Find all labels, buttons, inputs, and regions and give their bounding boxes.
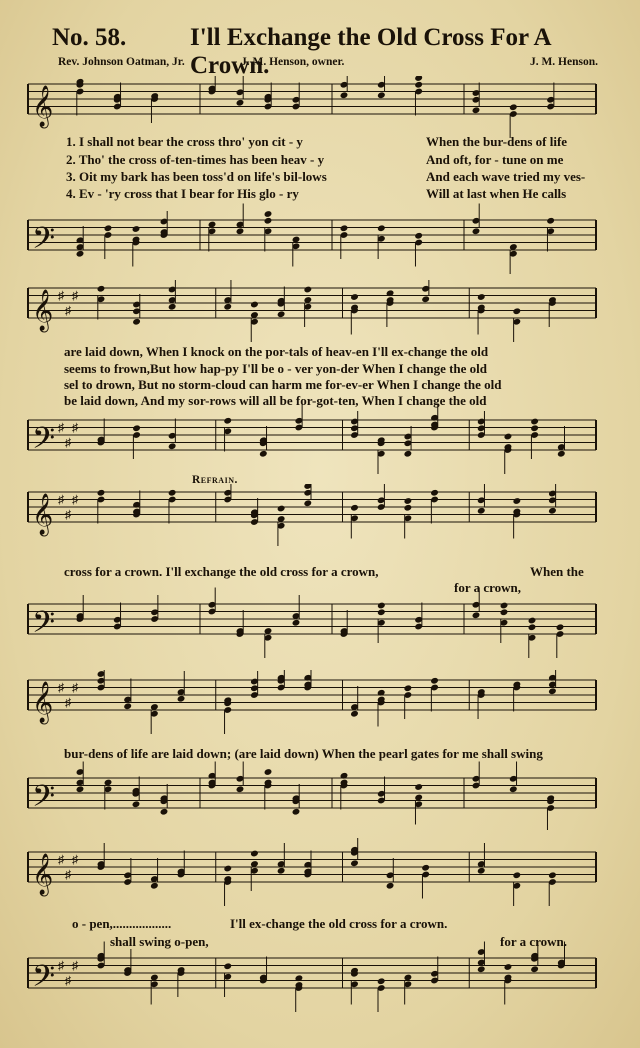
note-head: [259, 450, 268, 458]
note-head: [104, 224, 113, 232]
clef-glyph: 𝄞: [32, 854, 54, 895]
music-system-1: [26, 76, 598, 276]
note-head: [132, 800, 141, 808]
note-head: [264, 768, 273, 776]
note-head: [340, 224, 349, 232]
clef-glyph: 𝄞: [32, 86, 54, 127]
refrain-line-3-start: o - pen,..................: [72, 916, 172, 931]
sharp-sign: ♯: [58, 680, 64, 695]
sharp-sign: ♯: [72, 852, 78, 867]
sharp-sign: ♯: [58, 492, 64, 507]
note-head: [414, 232, 423, 240]
refrain-echo-2: shall swing o-pen,: [110, 934, 209, 949]
refrain-line-3: I'll ex-change the old cross for a crown.: [230, 916, 448, 931]
sharp-sign: ♯: [65, 867, 71, 882]
note-head: [223, 417, 232, 425]
note-head: [377, 608, 386, 616]
verse-2-line-c: seems to frown,But how hap-py I'll be o - ver yon-der When I change the old: [64, 361, 488, 376]
note-head: [477, 965, 486, 973]
sharp-sign: ♯: [58, 852, 64, 867]
clef-glyph: 𝄢: [32, 960, 56, 1001]
note-head: [504, 433, 513, 441]
note-head: [76, 785, 85, 793]
note-head: [76, 250, 85, 258]
music-system-5: [26, 838, 598, 1042]
verse-1-line-c: are laid down, When I knock on the por-tals of heav-en I'll ex-change the old: [64, 344, 489, 359]
note-head: [264, 217, 273, 225]
refrain-echo-3: for a crown.: [500, 934, 568, 949]
credits-line: [58, 56, 598, 72]
clef-glyph: 𝄞: [32, 290, 54, 331]
note-head: [264, 210, 273, 218]
note-head: [168, 442, 177, 450]
sharp-sign: ♯: [65, 303, 71, 318]
hymn-title: I'll Exchange the Old Cross For A Crown.: [190, 24, 551, 79]
refrain-line-2: bur-dens of life are laid down; (are laid down) When the pearl gates for me shall swing: [64, 746, 543, 761]
note-head: [556, 623, 565, 631]
refrain-label: Refrain.: [192, 474, 238, 486]
note-head: [414, 783, 423, 791]
note-head: [530, 965, 539, 973]
note-head: [404, 450, 413, 458]
verse-4-line-a: 4. Ev - 'ry cross that I bear for His glo - ry: [66, 186, 299, 201]
verse-2-line-b: And oft, for - tune on me: [426, 152, 564, 167]
note-head: [292, 619, 301, 627]
verse-3-line-c: sel to drown, But no storm-cloud can harm me for-ev-er When I change the old: [64, 377, 502, 392]
sharp-sign: ♯: [72, 288, 78, 303]
verse-4-line-b: Will at last when He calls: [426, 186, 567, 201]
note-head: [546, 217, 555, 225]
note-head: [557, 450, 566, 458]
refrain-echo-1: for a crown,: [454, 580, 522, 595]
note-head: [132, 225, 141, 233]
lyricist-credit: Rev. Johnson Oatman, Jr.: [58, 56, 185, 68]
note-head: [500, 608, 509, 616]
note-head: [528, 623, 537, 631]
note-head: [528, 617, 537, 625]
note-head: [504, 963, 513, 971]
note-head: [223, 962, 232, 970]
note-head: [236, 785, 245, 793]
sharp-sign: ♯: [58, 420, 64, 435]
sharp-sign: ♯: [58, 288, 64, 303]
note-head: [292, 808, 301, 816]
clef-glyph: 𝄞: [32, 494, 54, 535]
copyright-owner-credit: J. M. Henson, owner.: [241, 56, 345, 68]
composer-credit: J. M. Henson.: [529, 56, 598, 68]
note-head: [509, 785, 518, 793]
clef-glyph: 𝄢: [32, 222, 56, 263]
note-head: [377, 602, 386, 610]
music-system-4: [26, 670, 598, 830]
note-head: [472, 227, 481, 235]
verse-1-line-a: 1. I shall not bear the cross thro' yon cit - y: [66, 134, 303, 149]
note-head: [236, 227, 245, 235]
sharp-sign: ♯: [65, 435, 71, 450]
hymn-number: No. 58.: [52, 24, 127, 51]
verse-1-line-b: When the bur-dens of life: [426, 134, 568, 149]
music-system-3: [26, 484, 598, 674]
sharp-sign: ♯: [65, 507, 71, 522]
clef-glyph: 𝄢: [32, 606, 56, 647]
note-head: [132, 424, 141, 432]
note-head: [472, 611, 481, 619]
sharp-sign: ♯: [58, 958, 64, 973]
note-head: [377, 224, 386, 232]
sharp-sign: ♯: [72, 420, 78, 435]
verse-3-line-b: And each wave tried my ves-: [426, 169, 586, 184]
note-head: [377, 977, 386, 985]
note-head: [160, 808, 169, 816]
note-head: [530, 424, 539, 432]
clef-glyph: 𝄞: [32, 682, 54, 723]
note-head: [500, 602, 509, 610]
sharp-sign: ♯: [65, 973, 71, 988]
clef-glyph: 𝄢: [32, 422, 56, 463]
note-head: [530, 418, 539, 426]
music-system-2: [26, 280, 598, 480]
sharp-sign: ♯: [72, 680, 78, 695]
verse-3-line-a: 3. Oit my bark has been toss'd on life's bil-lows: [66, 169, 327, 184]
sharp-sign: ♯: [65, 695, 71, 710]
verse-4-line-c: be laid down, And my sor-rows will all be for-got-ten, When I change the old: [64, 393, 487, 408]
refrain-line-1: cross for a crown. I'll exchange the old cross for a crown,: [64, 564, 379, 579]
clef-glyph: 𝄢: [32, 780, 56, 821]
sharp-sign: ♯: [72, 958, 78, 973]
refrain-line-1-end: When the: [530, 564, 584, 579]
sharp-sign: ♯: [72, 492, 78, 507]
verse-2-line-a: 2. Tho' the cross of-ten-times has been heav - y: [66, 152, 325, 167]
